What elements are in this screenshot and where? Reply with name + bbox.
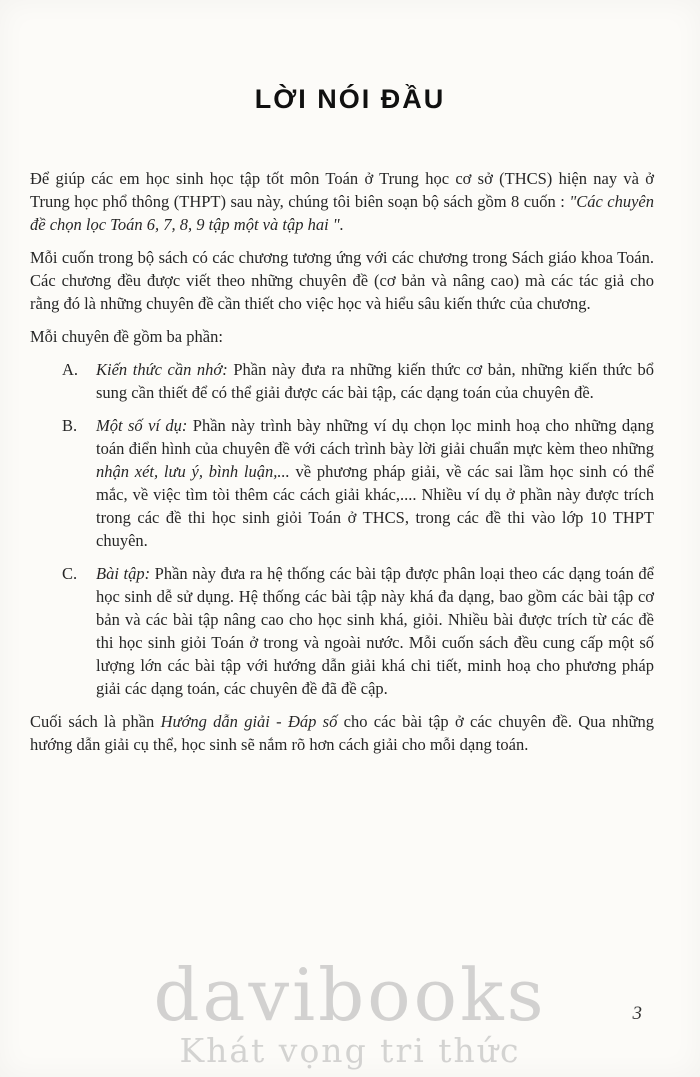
parts-list (30, 358, 654, 700)
parts-intro-paragraph: Mỗi chuyên đề gồm ba phần: (30, 327, 223, 346)
closing-italic: Hướng dẫn giải - Đáp số (160, 712, 338, 731)
item-body (96, 414, 654, 552)
closing-text: cho các bài tập ở các chuyên đề. Qua những hướng dẫn giải cụ thể, học sinh sẽ nắm rõ hơn cách giải cho mỗi dạng toán. (30, 712, 654, 754)
item-text: Phần này trình bày những ví dụ chọn lọc minh hoạ cho những dạng toán điển hình của chuyên đề với cách trình bày lời giải chuẩn mực kèm theo những (96, 416, 655, 458)
item-body (96, 358, 654, 404)
item-lead: Một số ví dụ: (96, 416, 188, 435)
item-text-italic: nhận xét, lưu ý, bình luận,... (96, 462, 290, 481)
item-text: Phần này đưa ra hệ thống các bài tập được phân loại theo các dạng toán để học sinh dễ sử dụng. Hệ thống các bài tập này khá đa dạng, bao gồm các bài tập cơ bản và các bài tập nâng cao cho học sinh khá, giỏi. Nhiều bài được trích từ các đề thi học sinh giỏi Toán ở trong và ngoài nước. Mỗi cuốn sách đều cung cấp một số lượng lớn các bài tập với hướng dẫn giải khá chi tiết, minh hoạ cho phương pháp giải các dạng toán, các chuyên đề đã đề cập. (96, 564, 654, 698)
page-title: LỜI NÓI ĐẦU (254, 84, 446, 114)
watermark-logo-text: davibooks (153, 952, 547, 1037)
list-item-c (30, 562, 654, 700)
item-label: B. (62, 416, 78, 435)
intro-paragraph (30, 167, 654, 236)
list-item-b (30, 414, 654, 552)
list-item-a (30, 358, 654, 404)
page-content (0, 167, 700, 756)
closing-text: Cuối sách là phần (30, 712, 161, 731)
item-lead: Bài tập: (96, 564, 151, 583)
closing-paragraph (30, 710, 654, 756)
item-lead: Kiến thức cần nhớ: (96, 360, 228, 379)
watermark-slogan: Khát vọng tri thức (179, 1030, 521, 1070)
item-label: C. (62, 564, 78, 583)
item-label: A. (62, 360, 79, 379)
structure-paragraph: Mỗi cuốn trong bộ sách có các chương tương ứng với các chương trong Sách giáo khoa Toán. Các chương đều được viết theo những chuyên đề (cơ bản và nâng cao) mà các tác giả cho rằng đó là những chuyên đề cần thiết cho việc học và hiểu sâu kiến thức của chương. (30, 248, 654, 313)
intro-text: Để giúp các em học sinh học tập tốt môn Toán ở Trung học cơ sở (THCS) hiện nay và ở Trung học phổ thông (THPT) sau này, chúng tôi biên soạn bộ sách gồm 8 cuốn : (30, 169, 654, 211)
page-number: 3 (632, 1003, 642, 1024)
watermark (0, 952, 700, 1070)
item-text: về phương pháp giải, về các sai lầm học sinh có thể mắc, về việc tìm tòi thêm các cách giải khác,.... Nhiều ví dụ ở phần này được trích trong các đề thi học sinh giỏi Toán ở THCS, trong các đề thi vào lớp 10 THPT chuyên. (96, 462, 654, 550)
series-title-text: "Các chuyên đề chọn lọc Toán 6, 7, 8, 9 tập một và tập hai ". (30, 192, 655, 234)
item-text: Phần này đưa ra những kiến thức cơ bản, những kiến thức bổ sung cần thiết để có thể giải được các bài tập, các dạng toán của chuyên đề. (96, 360, 654, 402)
item-body (96, 562, 654, 700)
